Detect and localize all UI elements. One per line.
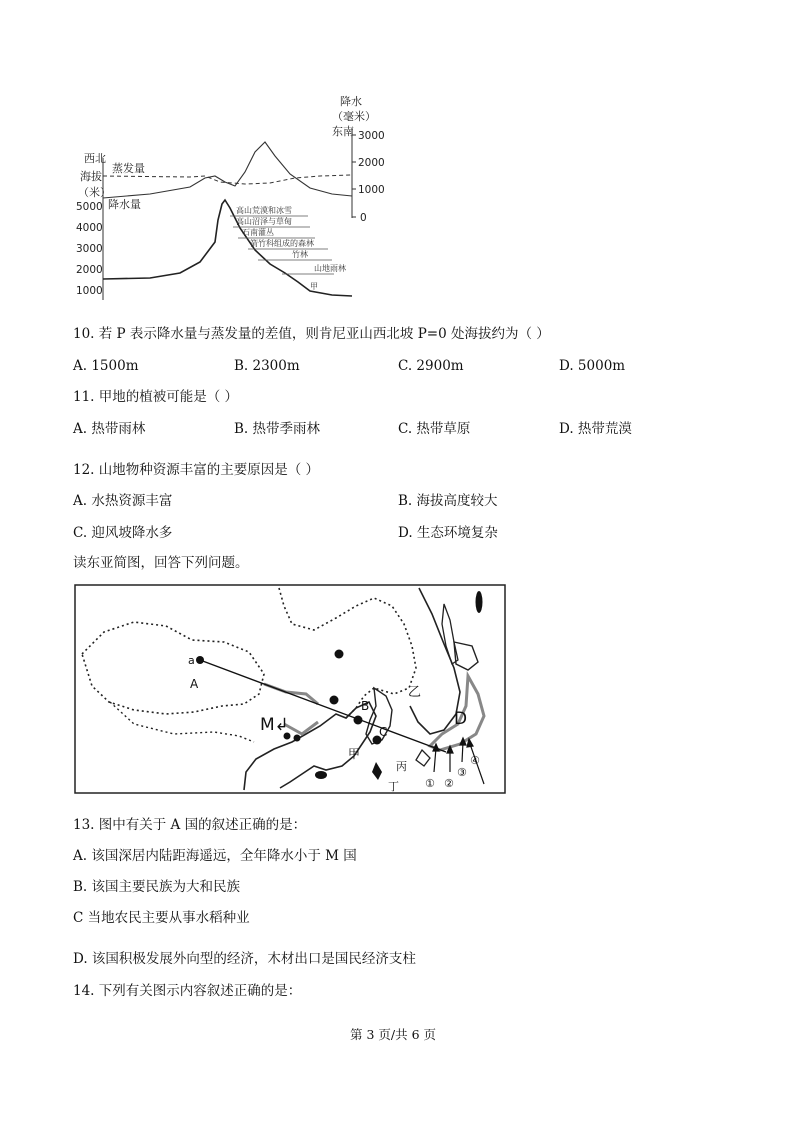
right-tick: 2000 bbox=[358, 157, 385, 169]
map-intro: 读东亚简图，回答下列问题。 bbox=[73, 555, 249, 571]
q12-stem: 12. 山地物种资源丰富的主要原因是（ ） bbox=[73, 462, 320, 478]
city-dot bbox=[294, 735, 301, 742]
map-label-ding: 丁 bbox=[388, 780, 399, 793]
map-label-4: ④ bbox=[470, 754, 480, 767]
left-tick: 1000 bbox=[76, 285, 103, 297]
city-dot bbox=[330, 696, 339, 705]
left-tick: 5000 bbox=[76, 201, 103, 213]
hainan bbox=[315, 771, 327, 779]
q10-option-c[interactable]: C. 2900m bbox=[398, 358, 464, 374]
q11-option-c[interactable]: C. 热带草原 bbox=[398, 421, 471, 437]
page-footer: 第 3 页/共 6 页 bbox=[350, 1027, 437, 1042]
map-label-jia: 甲 bbox=[348, 747, 361, 761]
city-dot bbox=[354, 716, 363, 725]
map-label-yi: 乙 bbox=[408, 685, 422, 700]
map-label-a: a bbox=[188, 654, 195, 667]
right-axis-title-1: 降水 bbox=[340, 95, 362, 108]
right-direction: 东南 bbox=[332, 125, 354, 138]
left-tick: 3000 bbox=[76, 243, 103, 255]
right-tick: 3000 bbox=[358, 130, 385, 142]
right-axis-title-2: （毫米） bbox=[332, 110, 376, 123]
left-tick: 4000 bbox=[76, 222, 103, 234]
left-direction: 西北 bbox=[84, 152, 106, 165]
q10-option-a[interactable]: A. 1500m bbox=[73, 358, 139, 374]
map-label-2: ② bbox=[444, 777, 454, 790]
map-label-1: ① bbox=[425, 777, 435, 790]
zone-label: 石南灌丛 bbox=[242, 228, 274, 237]
q12-option-b[interactable]: B. 海拔高度较大 bbox=[398, 493, 498, 509]
q10-option-d[interactable]: D. 5000m bbox=[559, 358, 626, 374]
map-frame bbox=[75, 585, 505, 793]
q13-option-b[interactable]: B. 该国主要民族为大和民族 bbox=[73, 879, 241, 895]
map-label-A: A bbox=[190, 677, 199, 691]
map-label-M: M↲ bbox=[260, 715, 289, 735]
q13-option-c[interactable]: C 当地农民主要从事水稻种业 bbox=[73, 910, 250, 926]
zone-label: 箭竹科组成的森林 bbox=[250, 239, 314, 248]
q11-stem: 11. 甲地的植被可能是（ ） bbox=[73, 389, 239, 405]
east-asia-map bbox=[74, 584, 506, 796]
q14-stem: 14. 下列有关图示内容叙述正确的是： bbox=[73, 983, 302, 999]
q10-option-b[interactable]: B. 2300m bbox=[234, 358, 300, 374]
left-axis-title-2: （米） bbox=[78, 186, 111, 199]
q13-option-d[interactable]: D. 该国积极发展外向型的经济，木材出口是国民经济支柱 bbox=[73, 951, 416, 967]
site-label: 甲 bbox=[310, 282, 318, 291]
map-label-C: C bbox=[379, 725, 388, 739]
q13-option-a[interactable]: A. 该国深居内陆距海遥远，全年降水小于 M 国 bbox=[73, 848, 357, 864]
left-tick: 2000 bbox=[76, 264, 103, 276]
zone-label: 竹林 bbox=[292, 250, 308, 259]
right-tick: 1000 bbox=[358, 184, 385, 196]
zone-label: 高山沼泽与草甸 bbox=[236, 217, 292, 226]
left-axis-title-1: 海拔 bbox=[80, 170, 102, 183]
evaporation-label: 蒸发量 bbox=[112, 162, 145, 175]
right-tick: 0 bbox=[360, 212, 367, 224]
q12-option-d[interactable]: D. 生态环境复杂 bbox=[398, 525, 498, 541]
zone-label: 山地雨林 bbox=[314, 264, 346, 273]
q13-stem: 13. 图中有关于 A 国的叙述正确的是： bbox=[73, 817, 307, 833]
q10-stem: 10. 若 P 表示降水量与蒸发量的差值，则肯尼亚山西北坡 P=0 处海拔约为（ ） bbox=[73, 326, 550, 342]
q12-option-c[interactable]: C. 迎风坡降水多 bbox=[73, 525, 173, 541]
map-label-bing: 丙 bbox=[396, 760, 407, 773]
zone-label: 高山荒漠和冰雪 bbox=[236, 206, 292, 215]
q11-option-a[interactable]: A. 热带雨林 bbox=[73, 421, 146, 437]
island-north bbox=[476, 591, 483, 613]
q12-option-a[interactable]: A. 水热资源丰富 bbox=[73, 493, 173, 509]
q11-option-d[interactable]: D. 热带荒漠 bbox=[559, 421, 632, 437]
map-label-B: B bbox=[361, 699, 370, 713]
q11-option-b[interactable]: B. 热带季雨林 bbox=[234, 421, 321, 437]
city-a-dot bbox=[196, 656, 204, 664]
kenya-profile-figure bbox=[70, 90, 390, 305]
precipitation-label: 降水量 bbox=[108, 198, 141, 211]
map-label-3: ③ bbox=[457, 766, 467, 779]
city-dot bbox=[335, 650, 344, 659]
map-label-D: D bbox=[454, 709, 468, 729]
